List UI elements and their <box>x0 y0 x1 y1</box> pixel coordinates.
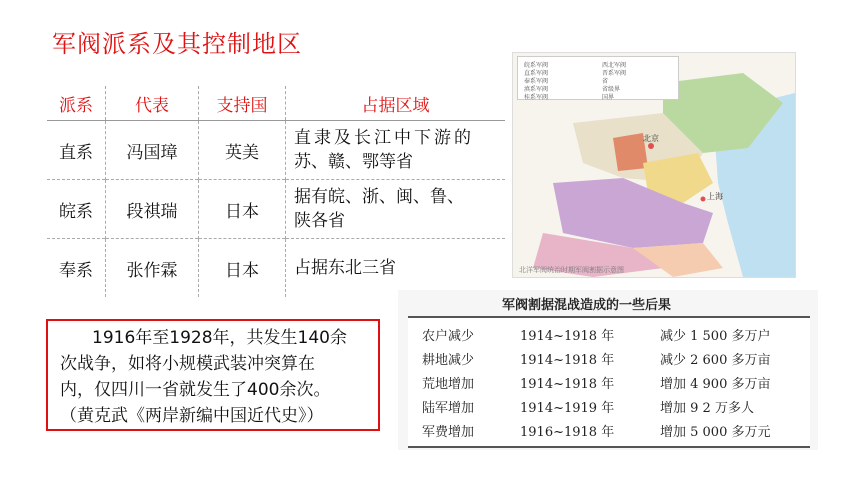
faction-table <box>47 86 505 297</box>
legend-item: 晋系军阀 <box>602 70 627 77</box>
region-line: 直隶及长江中下游的 <box>294 128 474 148</box>
table-row <box>408 322 810 346</box>
table-row <box>47 180 505 239</box>
consequences-frame <box>408 316 810 448</box>
table-header-row <box>47 86 505 121</box>
item-cell: 耕地减少 <box>422 353 475 368</box>
legend-item: 滇系军阀 <box>524 86 549 93</box>
legend-item: 国界 <box>602 94 615 101</box>
header-faction: 派系 <box>47 86 106 121</box>
effect-cell: 增加 9 2 万多人 <box>660 401 754 416</box>
header-region: 占据区域 <box>286 86 506 121</box>
quote-line: 内，仅四川一省就发生了400余次。 <box>60 380 331 400</box>
period-cell: 1916~1918 年 <box>520 425 615 440</box>
item-cell: 陆军增加 <box>422 401 475 416</box>
item-cell: 军费增加 <box>422 425 475 440</box>
table-row <box>408 346 810 370</box>
label-shanghai: 上海 <box>707 192 723 201</box>
header-leader: 代表 <box>106 86 199 121</box>
legend-item: 西北军阀 <box>602 62 627 69</box>
consequences-title: 军阀割据混战造成的一些后果 <box>502 298 672 313</box>
table-row <box>408 418 810 442</box>
legend-item: 省 <box>602 78 609 85</box>
warlord-map <box>512 52 796 278</box>
effect-cell: 增加 5 000 多万元 <box>660 425 771 440</box>
period-cell: 1914~1918 年 <box>520 329 615 344</box>
region-cell <box>286 180 506 239</box>
shanghai-dot <box>701 197 706 202</box>
legend-item: 皖系军阀 <box>524 62 549 69</box>
consequences-table <box>398 290 818 450</box>
legend-item: 省级界 <box>602 86 621 93</box>
legend-item: 奉系军阀 <box>524 78 549 85</box>
legend-item: 桂系军阀 <box>524 94 549 101</box>
quote-line: 次战争，如将小规模武装冲突算在 <box>60 354 315 374</box>
page-title: 军阀派系及其控制地区 <box>52 30 302 58</box>
faction-cell: 奉系 <box>47 239 106 298</box>
faction-cell: 皖系 <box>47 180 106 239</box>
backer-cell: 英美 <box>199 121 286 180</box>
faction-cell: 直系 <box>47 121 106 180</box>
region-cell <box>286 239 506 298</box>
table-row <box>408 394 810 418</box>
backer-cell: 日本 <box>199 239 286 298</box>
label-beijing: 北京 <box>643 134 659 143</box>
header-backer: 支持国 <box>199 86 286 121</box>
table-row <box>408 370 810 394</box>
backer-cell: 日本 <box>199 180 286 239</box>
map-caption: 北洋军阀统治时期军阀割据示意图 <box>519 266 624 274</box>
effect-cell: 减少 1 500 多万户 <box>660 329 771 344</box>
quote-box <box>46 319 380 431</box>
table-row <box>47 239 505 298</box>
leader-cell: 张作霖 <box>106 239 199 298</box>
leader-cell: 冯国璋 <box>106 121 199 180</box>
region-line: 据有皖、浙、闽、鲁、 <box>294 187 464 207</box>
period-cell: 1914~1918 年 <box>520 353 615 368</box>
period-cell: 1914~1918 年 <box>520 377 615 392</box>
region-line: 占据东北三省 <box>294 258 396 278</box>
quote-line: 1916年至1928年，共发生140余 <box>92 328 347 348</box>
map-legend <box>517 56 679 100</box>
quote-source: （黄克武《两岸新编中国近代史》） <box>60 406 324 426</box>
table-row <box>47 121 505 180</box>
region-line: 苏、赣、鄂等省 <box>294 152 413 172</box>
effect-cell: 减少 2 600 多万亩 <box>660 353 771 368</box>
region-line: 陕各省 <box>294 211 345 231</box>
item-cell: 农户减少 <box>422 329 475 344</box>
legend-item: 直系军阀 <box>524 70 549 77</box>
leader-cell: 段祺瑞 <box>106 180 199 239</box>
period-cell: 1914~1919 年 <box>520 401 615 416</box>
region-cell <box>286 121 506 180</box>
effect-cell: 增加 4 900 多万亩 <box>660 377 771 392</box>
item-cell: 荒地增加 <box>422 377 475 392</box>
